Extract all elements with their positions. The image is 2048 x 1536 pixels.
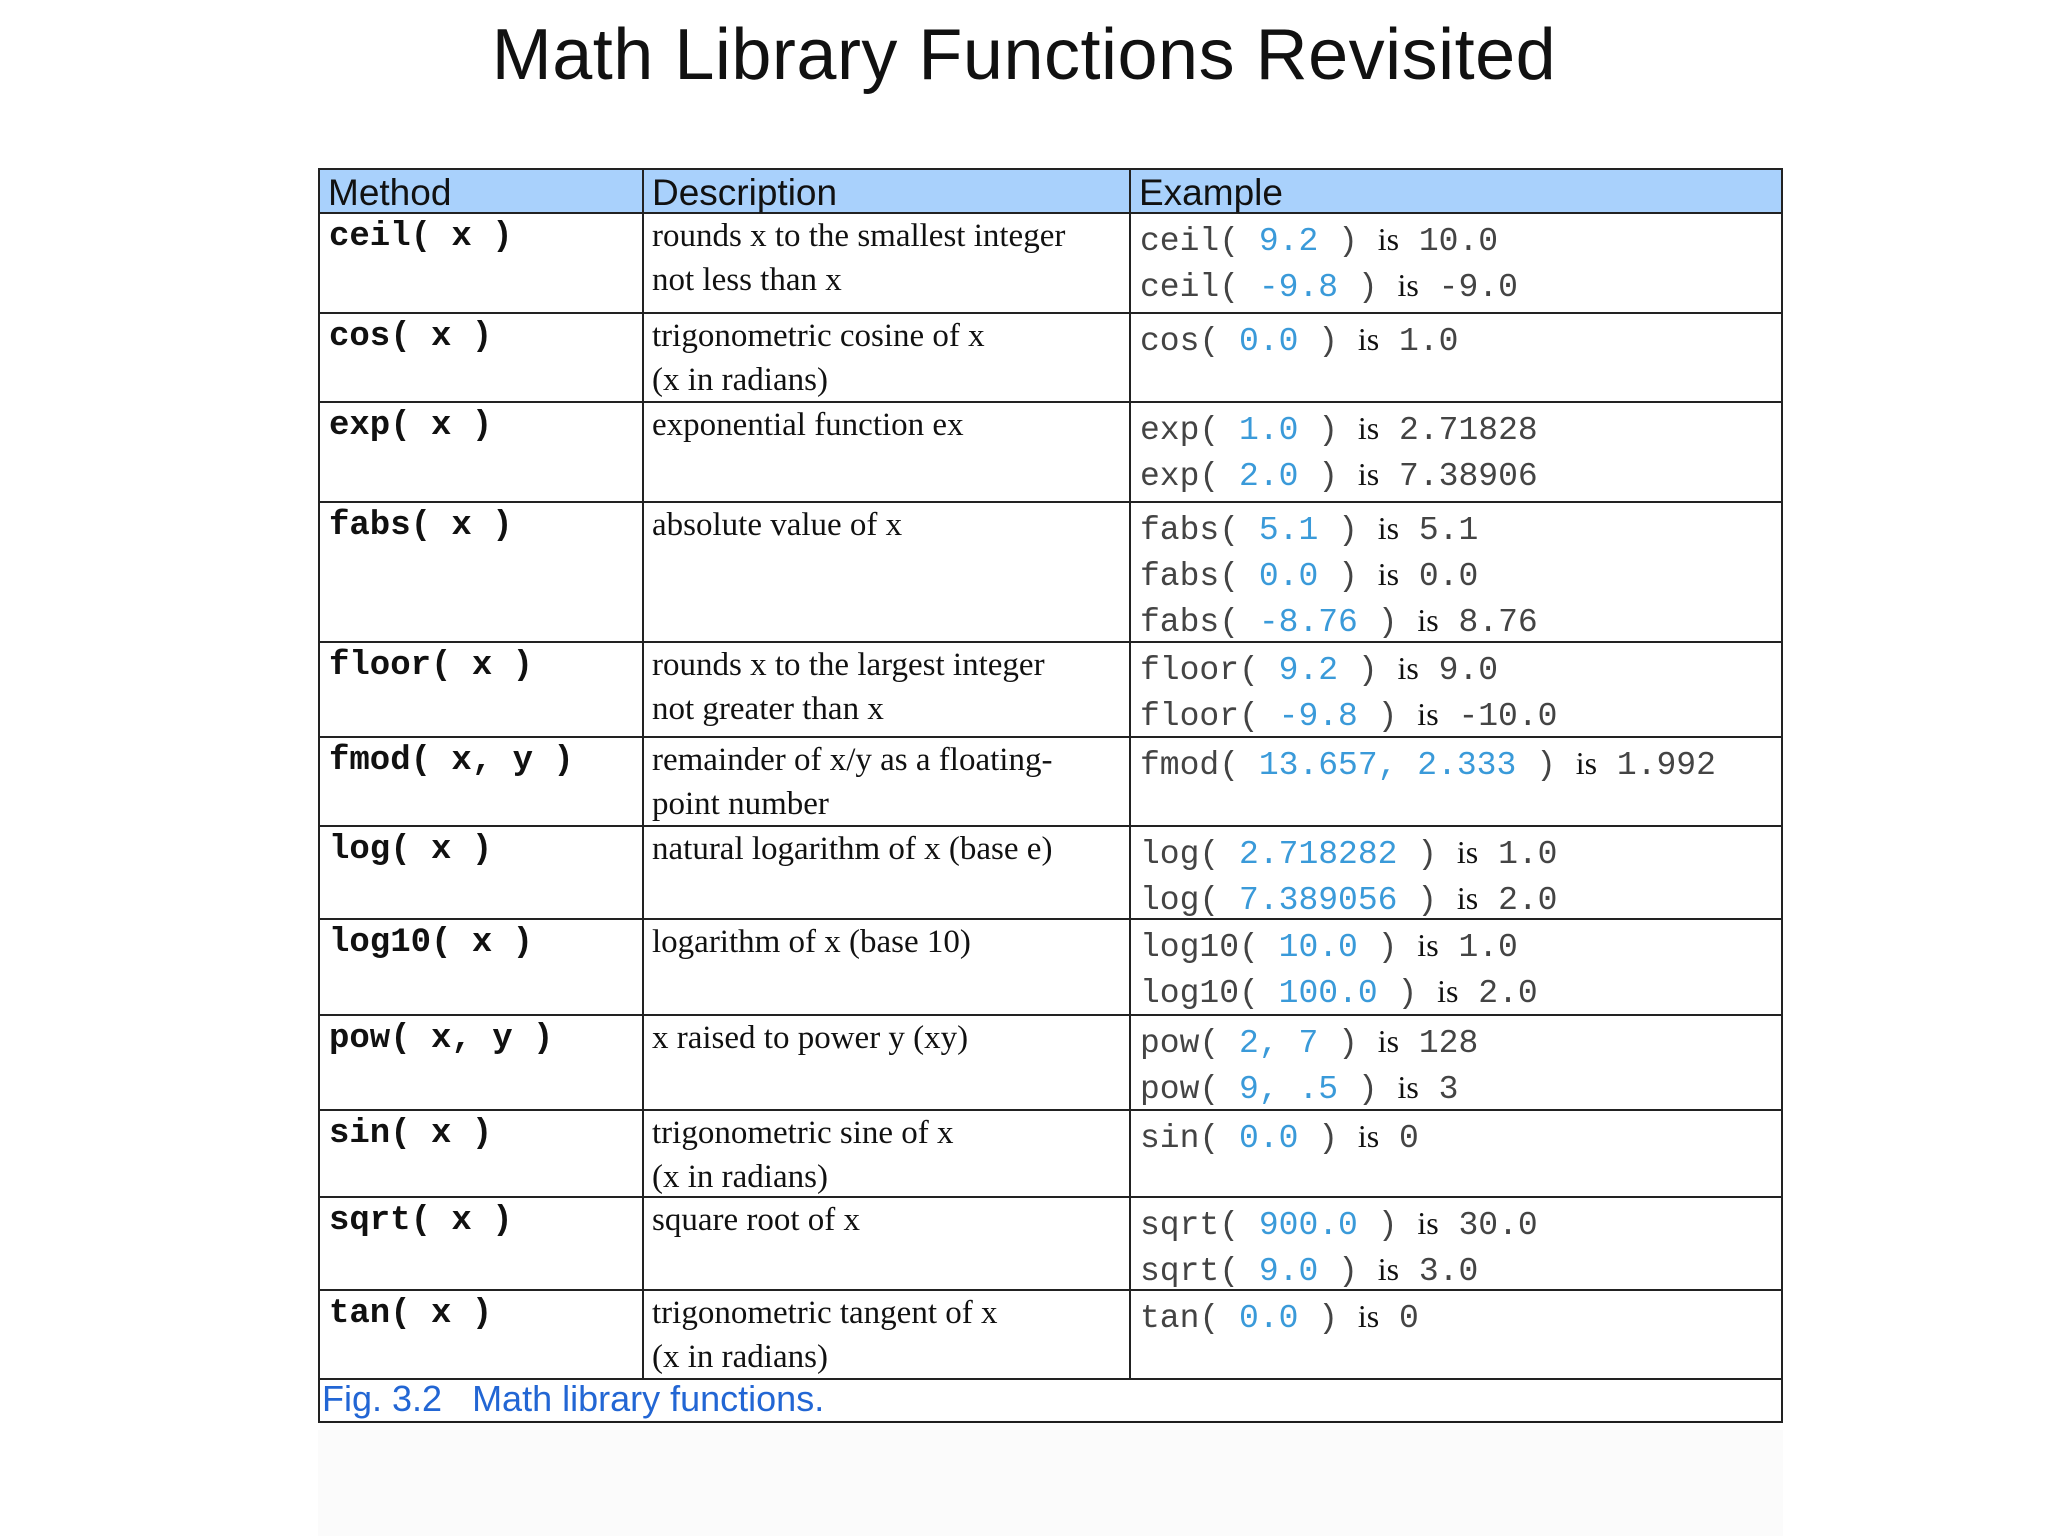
example-line xyxy=(1140,829,1781,875)
method-description xyxy=(644,1291,1129,1379)
example-call: sqrt( xyxy=(1140,1207,1240,1244)
example-call: pow( xyxy=(1140,1071,1220,1108)
header-example: Example xyxy=(1139,172,1283,213)
example-arguments: 2, 7 xyxy=(1239,1025,1319,1062)
example-is-word: is xyxy=(1377,510,1400,546)
example-call: sin( xyxy=(1140,1120,1220,1157)
example-result: 0 xyxy=(1399,1300,1419,1337)
example-call: tan( xyxy=(1140,1300,1220,1337)
example-close-paren: ) xyxy=(1338,223,1358,260)
example-is-word: is xyxy=(1417,696,1439,732)
example-close-paren: ) xyxy=(1318,1120,1339,1157)
method-name: exp( x ) xyxy=(329,407,493,445)
example-result: 2.71828 xyxy=(1399,412,1538,449)
example-close-paren: ) xyxy=(1318,412,1339,449)
table-row xyxy=(320,1198,1781,1291)
description-line: rounds x to the smallest integer xyxy=(652,218,1066,254)
example-is-word: is xyxy=(1357,410,1380,446)
method-examples xyxy=(1131,1016,1781,1110)
example-result: 1.0 xyxy=(1498,836,1558,873)
table-row xyxy=(320,214,1781,314)
example-line xyxy=(1140,262,1781,308)
example-line xyxy=(1140,216,1781,262)
method-name: log( x ) xyxy=(329,831,493,869)
example-arguments: 9, .5 xyxy=(1239,1071,1339,1108)
example-close-paren: ) xyxy=(1417,882,1438,919)
example-result: -9.0 xyxy=(1438,269,1518,306)
example-call: log10( xyxy=(1140,975,1259,1012)
example-line xyxy=(1140,1018,1781,1064)
example-call: exp( xyxy=(1140,458,1220,495)
method-description xyxy=(644,643,1129,731)
example-is-word: is xyxy=(1377,1251,1400,1287)
example-line xyxy=(1140,1064,1781,1110)
example-line xyxy=(1140,451,1781,497)
example-arguments: 9.2 xyxy=(1258,223,1319,260)
header-description: Description xyxy=(652,172,838,213)
example-is-word: is xyxy=(1437,973,1459,1009)
method-examples xyxy=(1131,314,1781,362)
example-line xyxy=(1140,405,1781,451)
slide-title: Math Library Functions Revisited xyxy=(491,15,1557,95)
description-line: not greater than x xyxy=(652,691,884,727)
figure-caption: Fig. 3.2 Math library functions. xyxy=(322,1378,825,1419)
example-result: 1.0 xyxy=(1458,929,1518,966)
method-examples xyxy=(1131,1198,1781,1292)
table-row xyxy=(320,1291,1781,1380)
example-line xyxy=(1140,922,1781,968)
example-line xyxy=(1140,1200,1781,1246)
example-result: -10.0 xyxy=(1458,698,1558,735)
example-line xyxy=(1140,551,1781,597)
description-line: natural logarithm of x (base e) xyxy=(652,831,1053,867)
example-result: 1.0 xyxy=(1399,323,1459,360)
example-result: 0 xyxy=(1399,1120,1419,1157)
example-close-paren: ) xyxy=(1338,1253,1358,1290)
example-line xyxy=(1140,691,1781,737)
table-row xyxy=(320,920,1781,1016)
example-result: 5.1 xyxy=(1418,512,1479,549)
method-examples xyxy=(1131,1291,1781,1339)
example-is-word: is xyxy=(1456,880,1479,916)
example-is-word: is xyxy=(1377,1023,1400,1059)
example-call: ceil( xyxy=(1140,223,1240,260)
example-result: 9.0 xyxy=(1438,652,1499,689)
description-line: not less than x xyxy=(652,262,842,298)
method-examples xyxy=(1131,643,1781,737)
table-row xyxy=(320,1016,1781,1111)
example-close-paren: ) xyxy=(1338,1025,1358,1062)
description-line: trigonometric cosine of x xyxy=(652,318,985,354)
table-row xyxy=(320,643,1781,738)
description-line: (x in radians) xyxy=(652,1339,828,1375)
example-line xyxy=(1140,875,1781,921)
description-line: rounds x to the largest integer xyxy=(652,647,1045,683)
description-line: (x in radians) xyxy=(652,362,828,398)
example-close-paren: ) xyxy=(1318,1300,1339,1337)
method-name: fmod( x, y ) xyxy=(329,742,574,780)
method-examples xyxy=(1131,1111,1781,1159)
method-description xyxy=(644,403,1129,447)
example-arguments: 7.389056 xyxy=(1239,882,1398,919)
method-examples xyxy=(1131,403,1781,497)
example-is-word: is xyxy=(1357,1118,1380,1154)
description-line: x raised to power y (xy) xyxy=(652,1020,969,1056)
method-name: tan( x ) xyxy=(329,1295,493,1333)
example-line xyxy=(1140,316,1781,362)
description-line: trigonometric tangent of x xyxy=(652,1295,998,1331)
method-examples xyxy=(1131,827,1781,921)
example-result: 3.0 xyxy=(1418,1253,1479,1290)
description-line: logarithm of x (base 10) xyxy=(652,924,971,960)
column-divider xyxy=(642,170,644,1380)
example-arguments: 0.0 xyxy=(1239,1120,1299,1157)
example-close-paren: ) xyxy=(1377,1207,1398,1244)
header-method: Method xyxy=(328,172,452,213)
example-line xyxy=(1140,505,1781,551)
description-line: exponential function ex xyxy=(652,407,964,443)
example-arguments: 13.657, 2.333 xyxy=(1258,747,1517,784)
table-row xyxy=(320,403,1781,503)
example-line xyxy=(1140,740,1781,786)
example-arguments: 0.0 xyxy=(1258,558,1319,595)
method-name: sin( x ) xyxy=(329,1115,493,1153)
example-result: 30.0 xyxy=(1458,1207,1538,1244)
example-call: fabs( xyxy=(1140,512,1240,549)
example-result: 2.0 xyxy=(1498,882,1558,919)
example-call: fmod( xyxy=(1140,747,1240,784)
description-line: remainder of x/y as a floating- xyxy=(652,742,1053,778)
method-name: cos( x ) xyxy=(329,318,493,356)
example-is-word: is xyxy=(1456,834,1479,870)
description-line: point number xyxy=(652,786,829,822)
method-description xyxy=(644,214,1129,302)
example-call: exp( xyxy=(1140,412,1220,449)
example-is-word: is xyxy=(1357,456,1380,492)
example-call: pow( xyxy=(1140,1025,1220,1062)
example-line xyxy=(1140,597,1781,643)
method-name: log10( x ) xyxy=(329,924,534,962)
description-line: trigonometric sine of x xyxy=(652,1115,954,1151)
example-close-paren: ) xyxy=(1338,558,1358,595)
example-result: 1.992 xyxy=(1616,747,1716,784)
method-name: floor( x ) xyxy=(329,647,534,685)
example-arguments: 5.1 xyxy=(1258,512,1319,549)
example-close-paren: ) xyxy=(1318,458,1339,495)
example-arguments: -8.76 xyxy=(1258,604,1358,641)
math-functions-table xyxy=(318,168,1783,1423)
example-close-paren: ) xyxy=(1377,698,1398,735)
example-call: sqrt( xyxy=(1140,1253,1240,1290)
example-close-paren: ) xyxy=(1357,652,1378,689)
example-is-word: is xyxy=(1377,556,1400,592)
example-arguments: 900.0 xyxy=(1258,1207,1358,1244)
method-name: sqrt( x ) xyxy=(329,1202,513,1240)
example-result: 3 xyxy=(1438,1071,1459,1108)
example-line xyxy=(1140,1113,1781,1159)
example-arguments: 0.0 xyxy=(1239,1300,1299,1337)
example-line xyxy=(1140,645,1781,691)
method-examples xyxy=(1131,214,1781,308)
example-close-paren: ) xyxy=(1397,975,1418,1012)
example-result: 2.0 xyxy=(1478,975,1538,1012)
method-description xyxy=(644,503,1129,547)
method-description xyxy=(644,738,1129,826)
table-row xyxy=(320,503,1781,643)
example-arguments: 100.0 xyxy=(1278,975,1378,1012)
table-row xyxy=(320,1111,1781,1198)
example-line xyxy=(1140,968,1781,1014)
method-description xyxy=(644,1198,1129,1242)
example-arguments: -9.8 xyxy=(1278,698,1358,735)
example-arguments: 2.0 xyxy=(1239,458,1299,495)
example-call: fabs( xyxy=(1140,604,1240,641)
table-row xyxy=(320,314,1781,403)
example-is-word: is xyxy=(1417,927,1439,963)
example-arguments: 0.0 xyxy=(1239,323,1299,360)
method-name: ceil( x ) xyxy=(329,218,513,256)
description-line: (x in radians) xyxy=(652,1159,828,1195)
slide-footer-area xyxy=(318,1430,1783,1536)
method-examples xyxy=(1131,738,1781,786)
table-row xyxy=(320,827,1781,920)
method-description xyxy=(644,920,1129,964)
example-line xyxy=(1140,1246,1781,1292)
method-description xyxy=(644,827,1129,871)
table-header-row xyxy=(320,170,1781,214)
example-result: 128 xyxy=(1418,1025,1479,1062)
method-examples xyxy=(1131,920,1781,1014)
example-call: cos( xyxy=(1140,323,1220,360)
example-is-word: is xyxy=(1397,1069,1419,1105)
example-arguments: -9.8 xyxy=(1258,269,1339,306)
example-arguments: 1.0 xyxy=(1239,412,1299,449)
example-call: fabs( xyxy=(1140,558,1240,595)
example-is-word: is xyxy=(1357,321,1380,357)
example-is-word: is xyxy=(1397,650,1419,686)
example-arguments: 2.718282 xyxy=(1239,836,1398,873)
example-close-paren: ) xyxy=(1318,323,1339,360)
example-is-word: is xyxy=(1417,1205,1439,1241)
example-call: floor( xyxy=(1140,652,1259,689)
example-arguments: 9.0 xyxy=(1258,1253,1319,1290)
example-call: log( xyxy=(1140,836,1220,873)
example-call: floor( xyxy=(1140,698,1259,735)
example-is-word: is xyxy=(1357,1298,1380,1334)
example-is-word: is xyxy=(1377,221,1400,257)
example-close-paren: ) xyxy=(1536,747,1556,784)
example-call: log10( xyxy=(1140,929,1259,966)
example-result: 0.0 xyxy=(1418,558,1479,595)
example-close-paren: ) xyxy=(1357,269,1378,306)
example-close-paren: ) xyxy=(1338,512,1358,549)
method-name: fabs( x ) xyxy=(329,507,513,545)
column-divider xyxy=(1129,170,1131,1380)
example-result: 8.76 xyxy=(1458,604,1538,641)
description-line: square root of x xyxy=(652,1202,861,1238)
example-arguments: 9.2 xyxy=(1278,652,1339,689)
example-close-paren: ) xyxy=(1377,604,1398,641)
example-arguments: 10.0 xyxy=(1278,929,1358,966)
method-description xyxy=(644,314,1129,402)
example-result: 7.38906 xyxy=(1399,458,1538,495)
method-examples xyxy=(1131,503,1781,643)
method-name: pow( x, y ) xyxy=(329,1020,554,1058)
example-call: log( xyxy=(1140,882,1220,919)
example-close-paren: ) xyxy=(1357,1071,1378,1108)
method-description xyxy=(644,1016,1129,1060)
example-line xyxy=(1140,1293,1781,1339)
table-row xyxy=(320,738,1781,827)
example-is-word: is xyxy=(1575,745,1598,781)
example-close-paren: ) xyxy=(1377,929,1398,966)
example-is-word: is xyxy=(1417,602,1439,638)
method-description xyxy=(644,1111,1129,1199)
example-call: ceil( xyxy=(1140,269,1240,306)
example-is-word: is xyxy=(1397,267,1419,303)
example-result: 10.0 xyxy=(1418,223,1499,260)
example-close-paren: ) xyxy=(1417,836,1438,873)
description-line: absolute value of x xyxy=(652,507,903,543)
